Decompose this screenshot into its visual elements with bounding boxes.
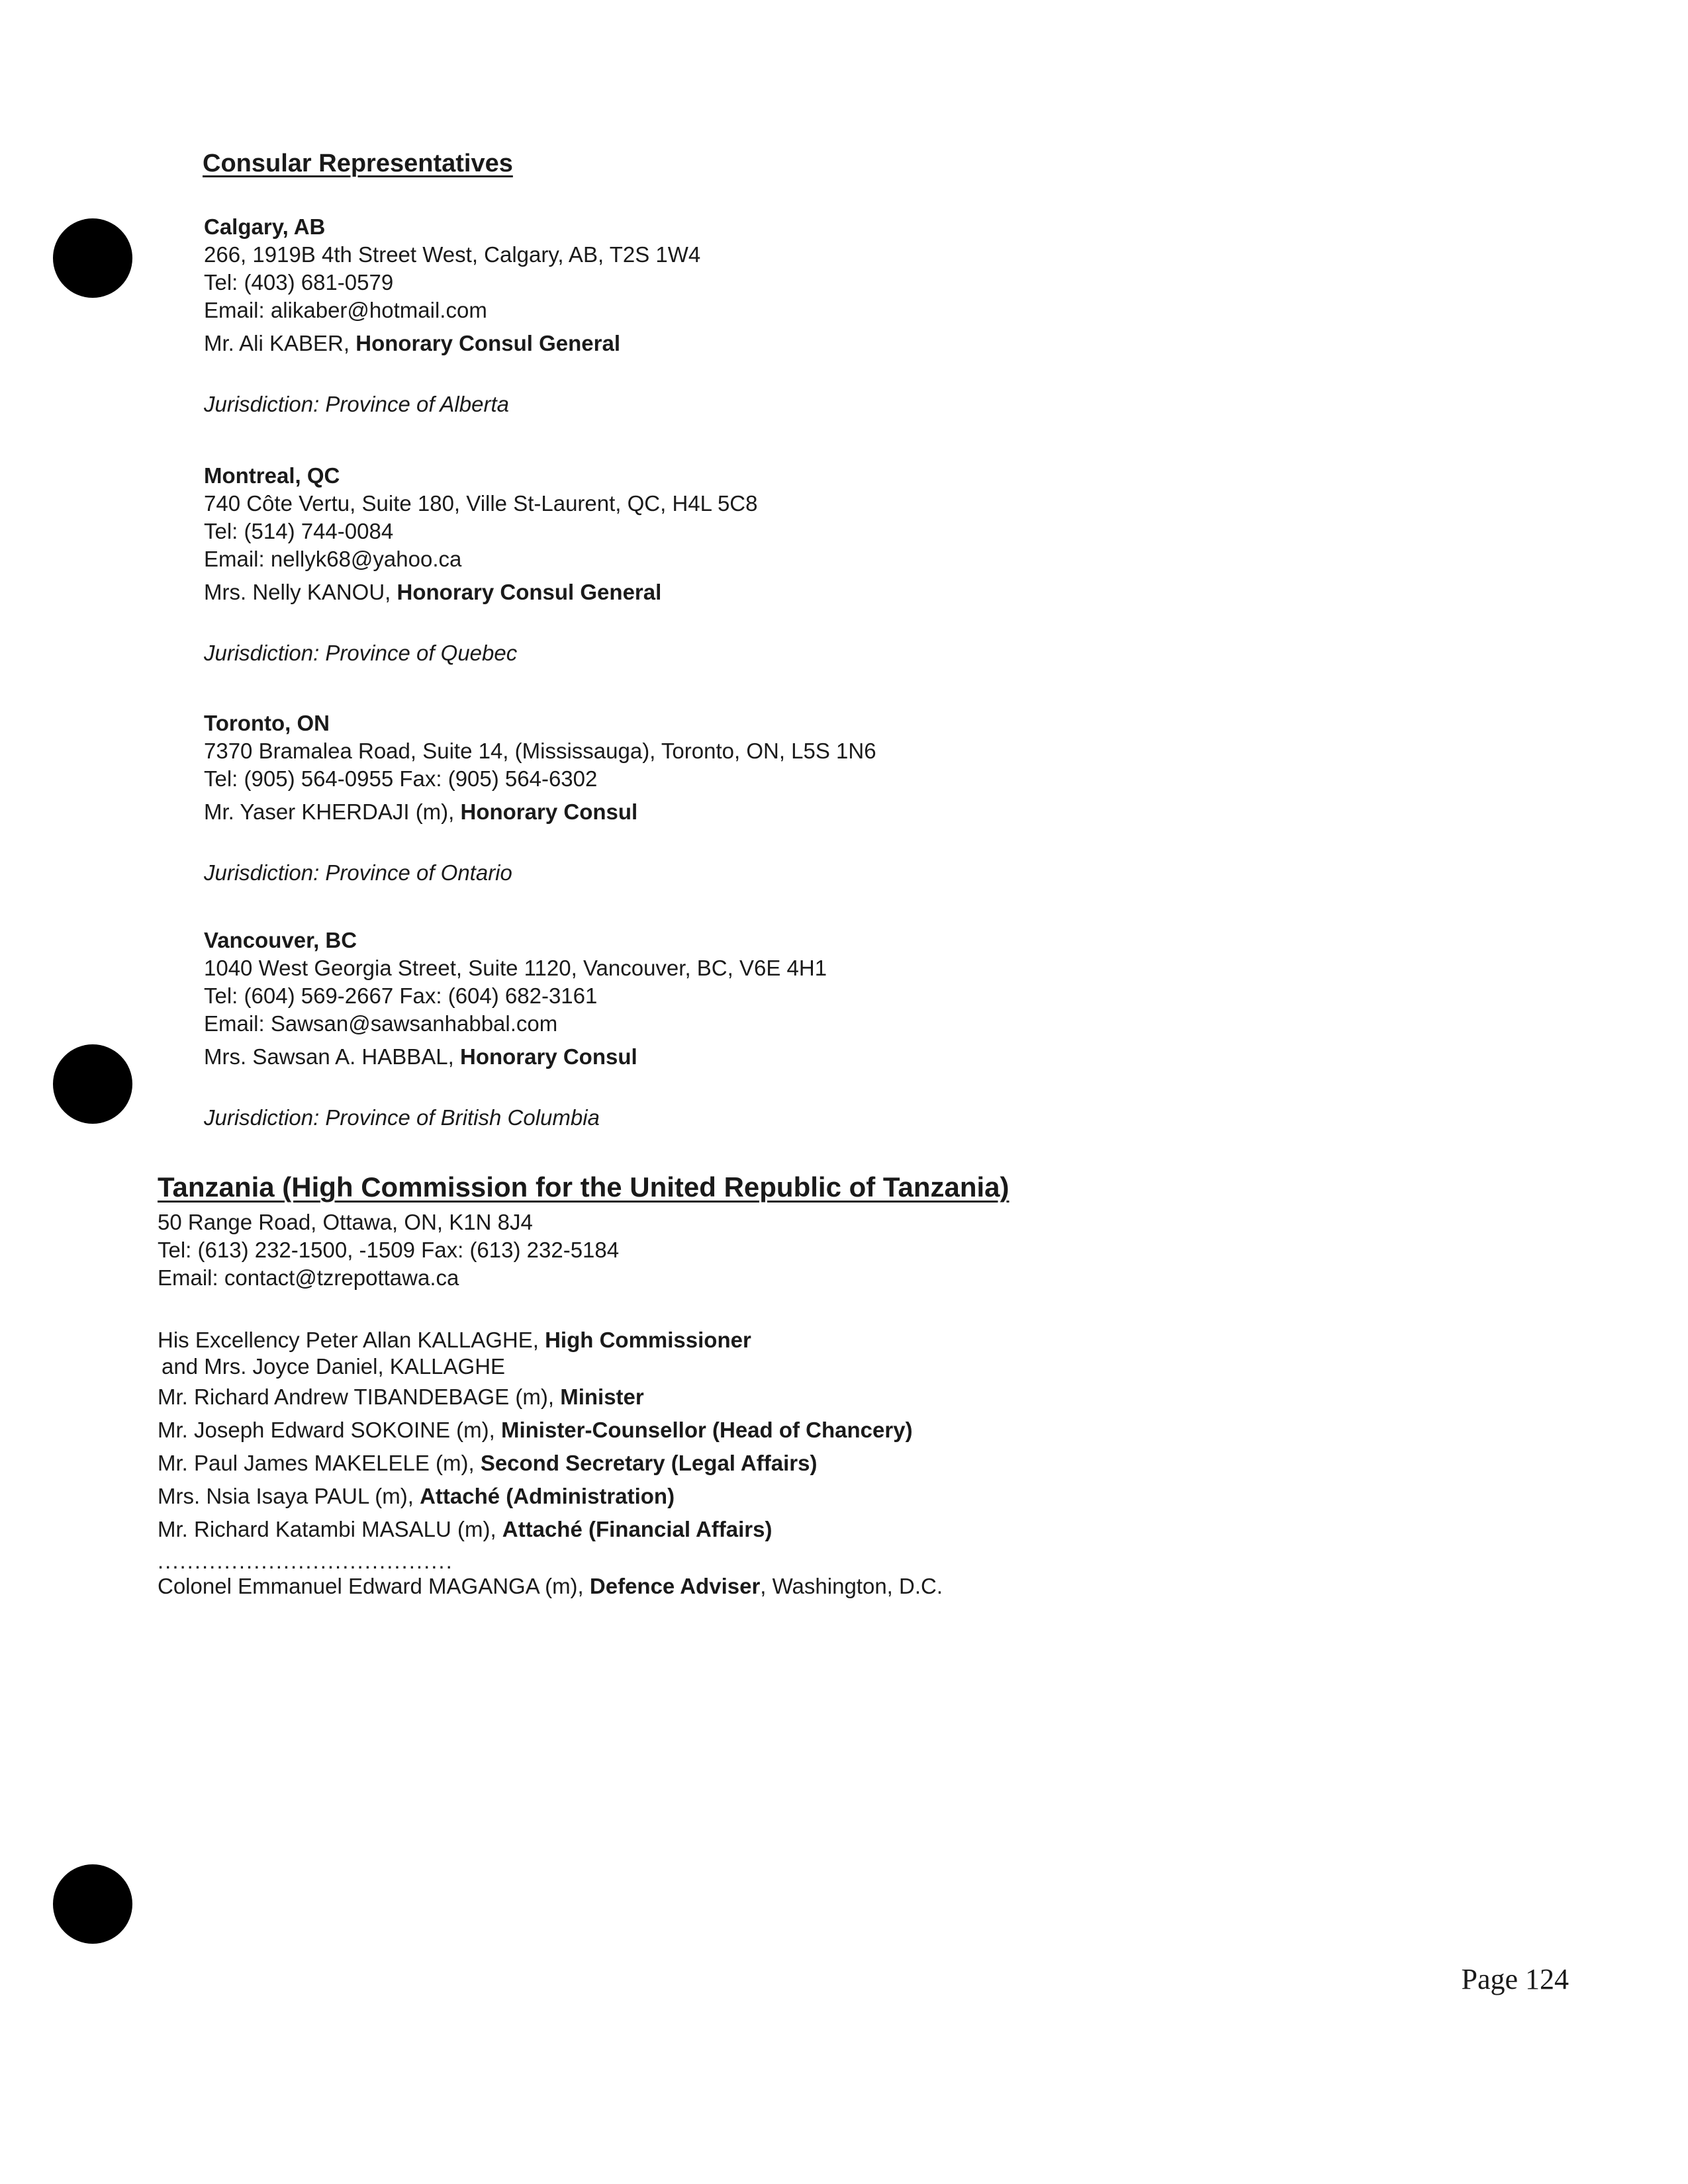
- staff-name: His Excellency Peter Allan KALLAGHE,: [158, 1328, 545, 1352]
- punch-hole: [53, 1864, 132, 1944]
- staff-head: [158, 1324, 1481, 1357]
- address-line: 7370 Bramalea Road, Suite 14, (Mississauga), Toronto, ON, L5S 1N6: [204, 739, 876, 763]
- consulate-city: Vancouver, BC: [204, 928, 357, 952]
- staff-member: [158, 1414, 1481, 1447]
- consulate-montreal: [204, 462, 1329, 667]
- country-title: Tanzania (High Commission for the United Republic of Tanzania): [158, 1171, 1009, 1203]
- representative: [204, 578, 1329, 606]
- consulate-toronto: [204, 709, 1329, 887]
- address-line: 1040 West Georgia Street, Suite 1120, Vancouver, BC, V6E 4H1: [204, 956, 827, 980]
- staff-name: Colonel Emmanuel Edward MAGANGA (m),: [158, 1574, 590, 1598]
- rep-name: Mr. Ali KABER,: [204, 331, 356, 355]
- email-line: Email: nellyk68@yahoo.ca: [204, 547, 462, 571]
- rep-title: Honorary Consul General: [355, 331, 620, 355]
- staff-name: Mr. Richard Katambi MASALU (m),: [158, 1517, 502, 1541]
- rep-name: Mrs. Sawsan A. HABBAL,: [204, 1044, 460, 1069]
- staff-name: Mrs. Nsia Isaya PAUL (m),: [158, 1484, 420, 1508]
- representative: [204, 798, 1329, 826]
- staff-title: Attaché (Administration): [420, 1484, 675, 1508]
- jurisdiction: Jurisdiction: Province of Quebec: [204, 641, 518, 665]
- jurisdiction: Jurisdiction: Province of Alberta: [204, 392, 509, 416]
- rep-title: Honorary Consul: [460, 799, 638, 824]
- consulate-city: Calgary, AB: [204, 214, 326, 239]
- staff-title: High Commissioner: [545, 1328, 751, 1352]
- consulate-calgary: [204, 213, 1329, 418]
- staff-member: [158, 1513, 1481, 1546]
- staff-name: Mr. Richard Andrew TIBANDEBAGE (m),: [158, 1385, 561, 1409]
- jurisdiction: Jurisdiction: Province of Ontario: [204, 860, 512, 885]
- staff-list: [158, 1324, 1481, 1546]
- staff-title: Minister-Counsellor (Head of Chancery): [500, 1418, 913, 1442]
- rep-name: Mr. Yaser KHERDAJI (m),: [204, 799, 461, 824]
- staff-member: [158, 1381, 1481, 1414]
- phone-line: Tel: (604) 569-2667 Fax: (604) 682-3161: [204, 983, 598, 1008]
- staff-location: , Washington, D.C.: [760, 1574, 943, 1598]
- staff-member: [158, 1480, 1481, 1513]
- section-title: Consular Representatives: [203, 150, 513, 177]
- dotted-separator: ........................................: [158, 1549, 453, 1573]
- phone-line: Tel: (403) 681-0579: [204, 270, 394, 295]
- address-line: 50 Range Road, Ottawa, ON, K1N 8J4: [158, 1210, 533, 1234]
- staff-name: Mr. Paul James MAKELELE (m),: [158, 1451, 481, 1475]
- address-line: 266, 1919B 4th Street West, Calgary, AB, T2S 1W4: [204, 242, 701, 267]
- defence-adviser: [158, 1571, 1481, 1602]
- staff-member: [158, 1447, 1481, 1480]
- phone-line: Tel: (905) 564-0955 Fax: (905) 564-6302: [204, 766, 598, 791]
- representative: [204, 1043, 1329, 1071]
- representative: [204, 330, 1329, 357]
- rep-title: Honorary Consul General: [397, 580, 662, 604]
- address-line: 740 Côte Vertu, Suite 180, Ville St-Laurent, QC, H4L 5C8: [204, 491, 758, 516]
- country-entry-tanzania: [158, 1171, 1481, 1602]
- consulate-city: Toronto, ON: [204, 711, 330, 735]
- staff-title: Attaché (Financial Affairs): [502, 1517, 773, 1541]
- staff-title: Minister: [560, 1385, 644, 1409]
- staff-name: Mr. Joseph Edward SOKOINE (m),: [158, 1418, 501, 1442]
- staff-title: Second Secretary (Legal Affairs): [480, 1451, 818, 1475]
- rep-title: Honorary Consul: [459, 1044, 637, 1069]
- punch-hole: [53, 218, 132, 298]
- country-address: [158, 1208, 1481, 1292]
- jurisdiction: Jurisdiction: Province of British Columbia: [204, 1105, 600, 1130]
- email-line: Email: contact@tzrepottawa.ca: [158, 1265, 459, 1290]
- consulate-city: Montreal, QC: [204, 463, 340, 488]
- phone-line: Tel: (613) 232-1500, -1509 Fax: (613) 232-5184: [158, 1238, 620, 1262]
- staff-spouse: and Mrs. Joyce Daniel, KALLAGHE: [162, 1354, 506, 1379]
- email-line: Email: alikaber@hotmail.com: [204, 298, 487, 322]
- rep-name: Mrs. Nelly KANOU,: [204, 580, 397, 604]
- punch-hole: [53, 1044, 132, 1124]
- email-line: Email: Sawsan@sawsanhabbal.com: [204, 1011, 558, 1036]
- consulate-vancouver: [204, 927, 1329, 1132]
- staff-title: Defence Adviser: [589, 1574, 761, 1598]
- phone-line: Tel: (514) 744-0084: [204, 519, 394, 543]
- page-number: Page 124: [1461, 1963, 1569, 1995]
